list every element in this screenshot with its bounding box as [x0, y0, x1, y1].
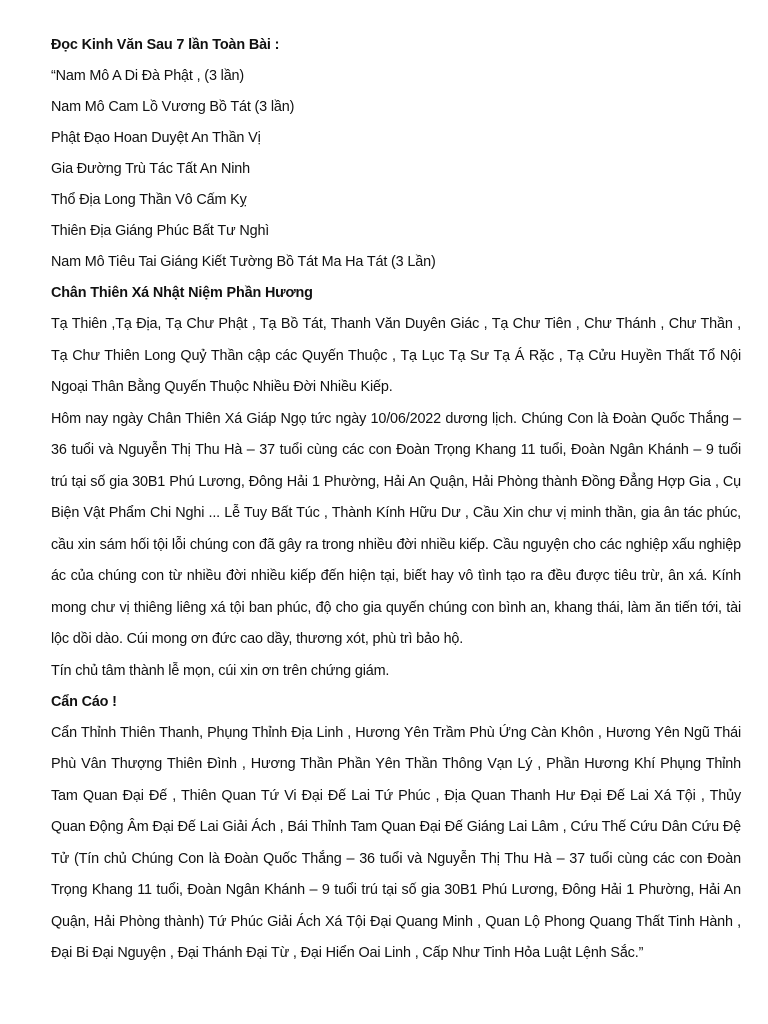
heading: Đọc Kinh Văn Sau 7 lần Toàn Bài :: [51, 37, 280, 53]
chant-line-4: Gia Đường Trù Tác Tất An Ninh: [51, 161, 250, 177]
closing-line: Tín chủ tâm thành lễ mọn, cúi xin ơn trên chứng giám.: [51, 662, 390, 679]
chant-line-7: Nam Mô Tiêu Tai Giáng Kiết Tường Bồ Tát Ma Ha Tát (3 Lần): [51, 254, 436, 270]
chant-line-1: “Nam Mô A Di Đà Phật , (3 lần): [51, 68, 245, 84]
section-heading-offering: Chân Thiên Xá Nhật Niệm Phần Hương: [51, 285, 313, 301]
document-page: [51, 30, 741, 970]
paragraph-thanks: Tạ Thiên ,Tạ Địa, Tạ Chư Phật , Tạ Bồ Tát, Thanh Văn Duyên Giác , Tạ Chư Tiên , Chư Thánh , Chư Thần , Tạ Chư Thiên Long Quỷ Thần cập các Quyến Thuộc , Tạ Lục Tạ Sư Tạ Á Rặc , Tạ Cửu Huyền Thất Tổ Nội Ngoại Thân Bằng Quyến Thuộc Nhiều Đời Nhiều Kiếp.: [51, 316, 741, 395]
chant-line-3: Phật Đạo Hoan Duyệt An Thần Vị: [51, 130, 261, 146]
chant-line-5: Thổ Địa Long Thần Vô Cấm Kỵ: [51, 192, 247, 208]
paragraph-prayer: Hôm nay ngày Chân Thiên Xá Giáp Ngọ tức ngày 10/06/2022 dương lịch. Chúng Con là Đoàn Quốc Thắng – 36 tuổi và Nguyễn Thị Thu Hà – 37 tuổi cùng các con Đoàn Trọng Khang 11 tuổi, Đoàn Ngân Khánh – 9 tuổi trú tại số gia 30B1 Phú Lương, Đông Hải 1 Phường, Hải An Quận, Hải Phòng thành Đồng Đẳng Hợp Gia , Cụ Biện Vật Phẩm Chi Nghi ... Lễ Tuy Bất Túc , Thành Kính Hữu Dư , Cầu Xin chư vị minh thần, gia ân tác phúc, cầu xin sám hối tội lỗi chúng con đã gây ra trong nhiều đời nhiều kiếp. Cầu nguyện cho các nghiệp xấu nghiệp ác của chúng con từ nhiều đời nhiều kiếp đến hiện tại, biết hay vô tình tạo ra đều được tiêu trừ, ân xá. Kính mong chư vị thiêng liêng xá tội ban phúc, độ cho gia quyến chúng con bình an, khang thái, làm ăn tiến tới, tài lộc dồi dào. Cúi mong ơn đức cao dầy, thương xót, phù trì bảo hộ.: [51, 410, 741, 647]
chant-line-6: Thiên Địa Giáng Phúc Bất Tư Nghì: [51, 223, 270, 239]
paragraph-invocation: Cẩn Thỉnh Thiên Thanh, Phụng Thỉnh Địa Linh , Hương Yên Trầm Phù Ứng Càn Khôn , Hương Yên Ngũ Thái Phù Vân Thượng Thiên Đình , Hương Thần Phần Yên Thần Thông Vạn Lý , Phần Hương Khí Phụng Thỉnh Tam Quan Đại Đế , Thiên Quan Tứ Vi Đại Đế Lai Tứ Phúc , Địa Quan Thanh Hư Đại Đế Lai Xá Tội , Thủy Quan Động Âm Đại Đế Lai Giải Ách , Bái Thỉnh Tam Quan Đại Đế Giáng Lai Lâm , Cứu Thế Cứu Dân Cứu Đệ Tử (Tín chủ Chúng Con là Đoàn Quốc Thắng – 36 tuổi và Nguyễn Thị Thu Hà – 37 tuổi cùng các con Đoàn Trọng Khang 11 tuổi, Đoàn Ngân Khánh – 9 tuổi trú tại số gia 30B1 Phú Lương, Đông Hải 1 Phường, Hải An Quận, Hải Phòng thành) Tứ Phúc Giải Ách Xá Tội Đại Quang Minh , Quan Lộ Phong Quang Thất Tinh Hành , Đại Bi Đại Nguyện , Đại Thánh Đại Từ , Đại Hiển Oai Linh , Cấp Như Tinh Hỏa Luật Lệnh Sắc.”: [51, 724, 741, 961]
section-heading-announcement: Cẩn Cáo !: [51, 693, 117, 710]
chant-line-2: Nam Mô Cam Lồ Vương Bồ Tát (3 lần): [51, 99, 295, 115]
